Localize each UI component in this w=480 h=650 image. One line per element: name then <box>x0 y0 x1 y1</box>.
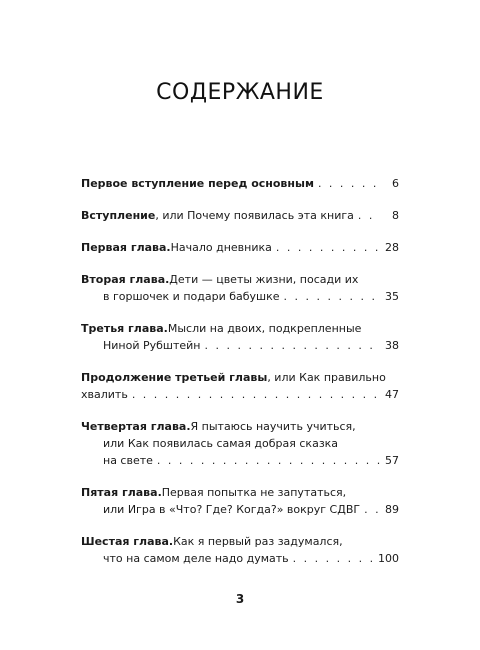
dot-leader <box>132 386 381 403</box>
toc-page-number: 8 <box>392 209 399 222</box>
toc-entry <box>81 239 399 256</box>
toc-entry <box>81 484 399 518</box>
toc-page-number: 28 <box>385 241 399 254</box>
toc-page-number: 100 <box>378 552 399 565</box>
toc-line <box>81 175 399 192</box>
toc-entry <box>81 320 399 354</box>
toc-entry-text: что на самом деле надо думать <box>103 552 289 565</box>
toc-entry-title: Первое вступление перед основным <box>81 177 314 190</box>
toc-page-number: 47 <box>385 388 399 401</box>
toc-entry <box>81 533 399 567</box>
toc-entry-text: Я пытаюсь научить учиться, <box>190 420 356 433</box>
table-of-contents <box>81 175 399 582</box>
toc-line <box>81 452 399 469</box>
toc-entry-title: Первая глава. <box>81 241 171 254</box>
toc-page-number: 57 <box>385 454 399 467</box>
dot-leader <box>284 288 381 305</box>
toc-line <box>81 288 399 305</box>
toc-line <box>81 418 399 435</box>
toc-entry-text: , или Почему появилась эта книга <box>155 209 354 222</box>
toc-entry-title: Пятая глава. <box>81 486 162 499</box>
toc-page-number: 89 <box>385 503 399 516</box>
toc-entry-text: или Игра в «Что? Где? Когда?» вокруг СДВГ <box>103 503 361 516</box>
toc-entry <box>81 271 399 305</box>
toc-line <box>81 550 399 567</box>
toc-entry <box>81 418 399 469</box>
dot-leader <box>276 239 381 256</box>
toc-entry-title: Четвертая глава. <box>81 420 191 433</box>
toc-line <box>81 271 399 288</box>
toc-entry-title: Третья глава. <box>81 322 168 335</box>
dot-leader <box>157 452 381 469</box>
toc-entry-text: Начало дневника <box>170 241 272 254</box>
toc-entry-text: Первая попытка не запутаться, <box>161 486 347 499</box>
toc-line <box>81 435 399 452</box>
toc-line <box>81 484 399 501</box>
dot-leader <box>318 175 381 192</box>
toc-entry-text: в горшочек и подари бабушке <box>103 290 280 303</box>
dot-leader <box>293 550 374 567</box>
dot-leader <box>364 501 381 518</box>
toc-entry-text: или Как появилась самая добрая сказка <box>103 437 339 450</box>
toc-line <box>81 501 399 518</box>
dot-leader <box>205 337 382 354</box>
toc-page-number: 6 <box>392 177 399 190</box>
toc-entry-title: Продолжение третьей главы <box>81 371 268 384</box>
toc-entry-title: Шестая глава. <box>81 535 174 548</box>
toc-line <box>81 207 399 224</box>
toc-line <box>81 337 399 354</box>
toc-entry-text: Ниной Рубштейн <box>103 339 201 352</box>
toc-entry <box>81 207 399 224</box>
toc-line <box>81 386 399 403</box>
toc-entry-text: на свете <box>103 454 153 467</box>
dot-leader <box>358 207 381 224</box>
toc-entry-text: Как я первый раз задумался, <box>173 535 343 548</box>
toc-entry <box>81 175 399 192</box>
toc-entry-text: Мысли на двоих, подкрепленные <box>167 322 362 335</box>
toc-entry-text: Дети — цветы жизни, посади их <box>169 273 359 286</box>
toc-page-number: 38 <box>385 339 399 352</box>
toc-entry-text: , или Как правильно <box>267 371 386 384</box>
toc-line <box>81 239 399 256</box>
toc-entry-text: хвалить <box>81 388 128 401</box>
toc-page-number: 35 <box>385 290 399 303</box>
toc-entry-title: Вторая глава. <box>81 273 170 286</box>
page-number: 3 <box>235 592 245 606</box>
toc-line <box>81 533 399 550</box>
toc-entry <box>81 369 399 403</box>
toc-line <box>81 369 399 386</box>
contents-heading: СОДЕРЖАНИЕ <box>156 80 324 105</box>
toc-line <box>81 320 399 337</box>
toc-entry-title: Вступление <box>81 209 156 222</box>
